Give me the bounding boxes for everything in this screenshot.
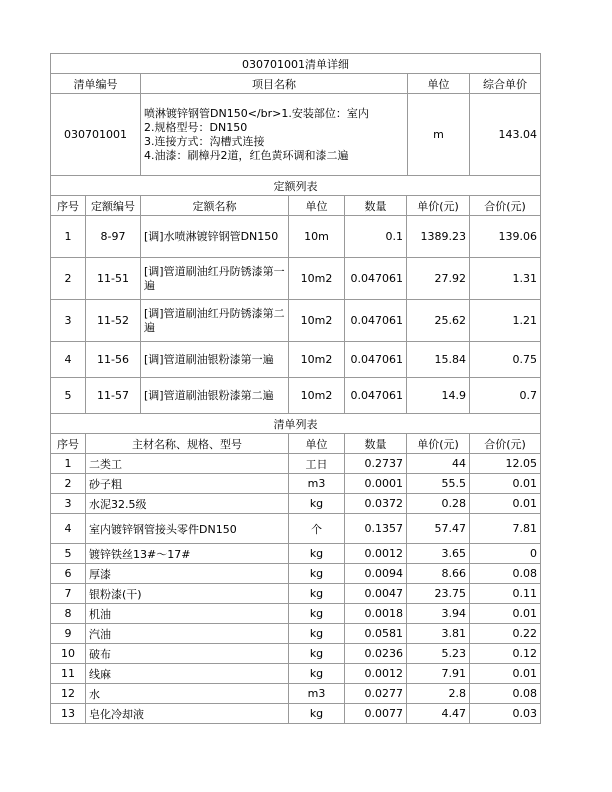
- material-cell-unit: kg: [289, 624, 345, 644]
- quota-cell-no: 1: [51, 216, 86, 258]
- quota-row: [51, 342, 541, 378]
- quota-cell-unit: 10m2: [289, 258, 345, 300]
- material-cell-qty: 0.0001: [345, 474, 407, 494]
- material-cell-qty: 0.0012: [345, 664, 407, 684]
- quota-row: [51, 378, 541, 414]
- quota-header-no: 序号: [51, 196, 86, 216]
- material-row: [51, 624, 541, 644]
- material-cell-qty: 0.0047: [345, 584, 407, 604]
- quota-cell-no: 5: [51, 378, 86, 414]
- material-cell-name: 汽油: [86, 624, 289, 644]
- material-cell-qty: 0.0018: [345, 604, 407, 624]
- material-cell-unit: kg: [289, 604, 345, 624]
- material-cell-total: 0.01: [470, 604, 541, 624]
- material-cell-price: 57.47: [407, 514, 470, 544]
- material-cell-unit: kg: [289, 564, 345, 584]
- material-cell-price: 44: [407, 454, 470, 474]
- material-row: [51, 514, 541, 544]
- quota-table: [50, 175, 541, 414]
- material-cell-price: 2.8: [407, 684, 470, 704]
- quota-cell-no: 2: [51, 258, 86, 300]
- materials-header-qty: 数量: [345, 434, 407, 454]
- item-desc-line: 2.规格型号：DN150: [144, 120, 248, 134]
- quota-cell-qty: 0.047061: [345, 342, 407, 378]
- item-code: 030701001: [51, 94, 141, 176]
- material-cell-unit: 个: [289, 514, 345, 544]
- quota-cell-name: [调]水喷淋镀锌钢管DN150: [141, 216, 289, 258]
- material-cell-name: 机油: [86, 604, 289, 624]
- material-cell-no: 9: [51, 624, 86, 644]
- material-cell-no: 1: [51, 454, 86, 474]
- materials-header-no: 序号: [51, 434, 86, 454]
- material-cell-total: 0.08: [470, 564, 541, 584]
- item-desc-line: 喷淋镀锌钢管DN150</br>1.安装部位：室内: [144, 106, 369, 120]
- material-cell-total: 0.22: [470, 624, 541, 644]
- quota-row: [51, 216, 541, 258]
- item-description: [141, 94, 408, 176]
- material-cell-total: 0.01: [470, 494, 541, 514]
- material-cell-name: 皂化冷却液: [86, 704, 289, 724]
- quota-header-price: 单价(元): [407, 196, 470, 216]
- material-cell-total: 7.81: [470, 514, 541, 544]
- item-table: [50, 53, 541, 176]
- material-row: [51, 684, 541, 704]
- quota-header-unit: 单位: [289, 196, 345, 216]
- quota-header-code: 定额编号: [86, 196, 141, 216]
- material-cell-name: 厚漆: [86, 564, 289, 584]
- quota-cell-price: 1389.23: [407, 216, 470, 258]
- quota-cell-unit: 10m2: [289, 300, 345, 342]
- material-cell-total: 0.11: [470, 584, 541, 604]
- material-cell-total: 0: [470, 544, 541, 564]
- material-cell-name: 室内镀锌钢管接头零件DN150: [86, 514, 289, 544]
- quota-cell-qty: 0.047061: [345, 300, 407, 342]
- material-cell-qty: 0.0077: [345, 704, 407, 724]
- material-cell-price: 3.94: [407, 604, 470, 624]
- materials-body: [50, 453, 541, 724]
- material-cell-unit: m3: [289, 474, 345, 494]
- materials-header-price: 单价(元): [407, 434, 470, 454]
- item-desc-line: 3.连接方式：沟槽式连接: [144, 134, 265, 148]
- item-desc-line: 4.油漆：刷樟丹2道，红色黄环调和漆二遍: [144, 148, 349, 162]
- material-cell-qty: 0.2737: [345, 454, 407, 474]
- material-cell-price: 3.65: [407, 544, 470, 564]
- bill-detail-sheet: [50, 53, 540, 724]
- quota-section-title: 定额列表: [51, 176, 541, 196]
- material-row: [51, 564, 541, 584]
- quota-header-qty: 数量: [345, 196, 407, 216]
- material-row: [51, 454, 541, 474]
- material-cell-price: 7.91: [407, 664, 470, 684]
- material-cell-unit: kg: [289, 494, 345, 514]
- material-cell-total: 0.03: [470, 704, 541, 724]
- material-cell-no: 4: [51, 514, 86, 544]
- material-row: [51, 644, 541, 664]
- materials-header-unit: 单位: [289, 434, 345, 454]
- material-cell-no: 13: [51, 704, 86, 724]
- quota-cell-code: 11-57: [86, 378, 141, 414]
- quota-row: [51, 300, 541, 342]
- material-cell-unit: 工日: [289, 454, 345, 474]
- material-cell-price: 0.28: [407, 494, 470, 514]
- material-cell-qty: 0.1357: [345, 514, 407, 544]
- material-cell-total: 0.01: [470, 474, 541, 494]
- material-cell-qty: 0.0372: [345, 494, 407, 514]
- material-cell-qty: 0.0094: [345, 564, 407, 584]
- material-cell-no: 11: [51, 664, 86, 684]
- material-cell-name: 水: [86, 684, 289, 704]
- quota-cell-code: 11-52: [86, 300, 141, 342]
- quota-cell-name: [调]管道刷油红丹防锈漆第二遍: [141, 300, 289, 342]
- material-cell-qty: 0.0012: [345, 544, 407, 564]
- col-header-code: 清单编号: [51, 74, 141, 94]
- material-cell-no: 5: [51, 544, 86, 564]
- material-row: [51, 704, 541, 724]
- material-cell-unit: kg: [289, 644, 345, 664]
- quota-cell-no: 4: [51, 342, 86, 378]
- quota-cell-price: 15.84: [407, 342, 470, 378]
- material-row: [51, 604, 541, 624]
- material-cell-total: 0.01: [470, 664, 541, 684]
- material-cell-name: 镀锌铁丝13#～17#: [86, 544, 289, 564]
- material-cell-name: 水泥32.5级: [86, 494, 289, 514]
- material-cell-qty: 0.0277: [345, 684, 407, 704]
- quota-cell-unit: 10m2: [289, 378, 345, 414]
- material-cell-no: 6: [51, 564, 86, 584]
- quota-cell-total: 0.7: [470, 378, 541, 414]
- material-row: [51, 494, 541, 514]
- quota-header-name: 定额名称: [141, 196, 289, 216]
- material-cell-qty: 0.0236: [345, 644, 407, 664]
- item-price: 143.04: [470, 94, 541, 176]
- quota-row: [51, 258, 541, 300]
- material-cell-name: 砂子粗: [86, 474, 289, 494]
- col-header-name: 项目名称: [141, 74, 408, 94]
- quota-cell-name: [调]管道刷油红丹防锈漆第一遍: [141, 258, 289, 300]
- materials-header-total: 合价(元): [470, 434, 541, 454]
- quota-cell-price: 25.62: [407, 300, 470, 342]
- quota-cell-total: 1.31: [470, 258, 541, 300]
- material-cell-name: 二类工: [86, 454, 289, 474]
- quota-cell-price: 27.92: [407, 258, 470, 300]
- page-title: 030701001清单详细: [51, 54, 541, 74]
- material-cell-price: 3.81: [407, 624, 470, 644]
- quota-cell-total: 0.75: [470, 342, 541, 378]
- quota-cell-code: 11-51: [86, 258, 141, 300]
- materials-table: [50, 413, 541, 454]
- material-cell-name: 银粉漆(干): [86, 584, 289, 604]
- material-cell-no: 12: [51, 684, 86, 704]
- material-cell-name: 破布: [86, 644, 289, 664]
- material-cell-unit: m3: [289, 684, 345, 704]
- quota-cell-total: 139.06: [470, 216, 541, 258]
- material-cell-total: 12.05: [470, 454, 541, 474]
- material-cell-no: 8: [51, 604, 86, 624]
- quota-cell-code: 11-56: [86, 342, 141, 378]
- material-cell-unit: kg: [289, 544, 345, 564]
- material-cell-no: 3: [51, 494, 86, 514]
- material-cell-no: 7: [51, 584, 86, 604]
- quota-cell-unit: 10m2: [289, 342, 345, 378]
- materials-header-name: 主材名称、规格、型号: [86, 434, 289, 454]
- quota-cell-no: 3: [51, 300, 86, 342]
- material-cell-unit: kg: [289, 704, 345, 724]
- material-cell-price: 4.47: [407, 704, 470, 724]
- material-cell-unit: kg: [289, 584, 345, 604]
- material-cell-price: 23.75: [407, 584, 470, 604]
- material-cell-name: 线麻: [86, 664, 289, 684]
- material-cell-total: 0.08: [470, 684, 541, 704]
- material-cell-total: 0.12: [470, 644, 541, 664]
- quota-cell-total: 1.21: [470, 300, 541, 342]
- materials-section-title: 清单列表: [51, 414, 541, 434]
- material-cell-no: 2: [51, 474, 86, 494]
- material-cell-unit: kg: [289, 664, 345, 684]
- material-cell-qty: 0.0581: [345, 624, 407, 644]
- material-row: [51, 664, 541, 684]
- quota-cell-name: [调]管道刷油银粉漆第二遍: [141, 378, 289, 414]
- col-header-unit: 单位: [408, 74, 470, 94]
- quota-cell-price: 14.9: [407, 378, 470, 414]
- quota-cell-qty: 0.047061: [345, 258, 407, 300]
- col-header-price: 综合单价: [470, 74, 541, 94]
- quota-cell-unit: 10m: [289, 216, 345, 258]
- quota-cell-qty: 0.1: [345, 216, 407, 258]
- material-row: [51, 474, 541, 494]
- quota-cell-name: [调]管道刷油银粉漆第一遍: [141, 342, 289, 378]
- material-cell-price: 55.5: [407, 474, 470, 494]
- material-row: [51, 584, 541, 604]
- quota-header-total: 合价(元): [470, 196, 541, 216]
- quota-cell-qty: 0.047061: [345, 378, 407, 414]
- material-row: [51, 544, 541, 564]
- material-cell-price: 8.66: [407, 564, 470, 584]
- material-cell-no: 10: [51, 644, 86, 664]
- material-cell-price: 5.23: [407, 644, 470, 664]
- item-unit: m: [408, 94, 470, 176]
- quota-cell-code: 8-97: [86, 216, 141, 258]
